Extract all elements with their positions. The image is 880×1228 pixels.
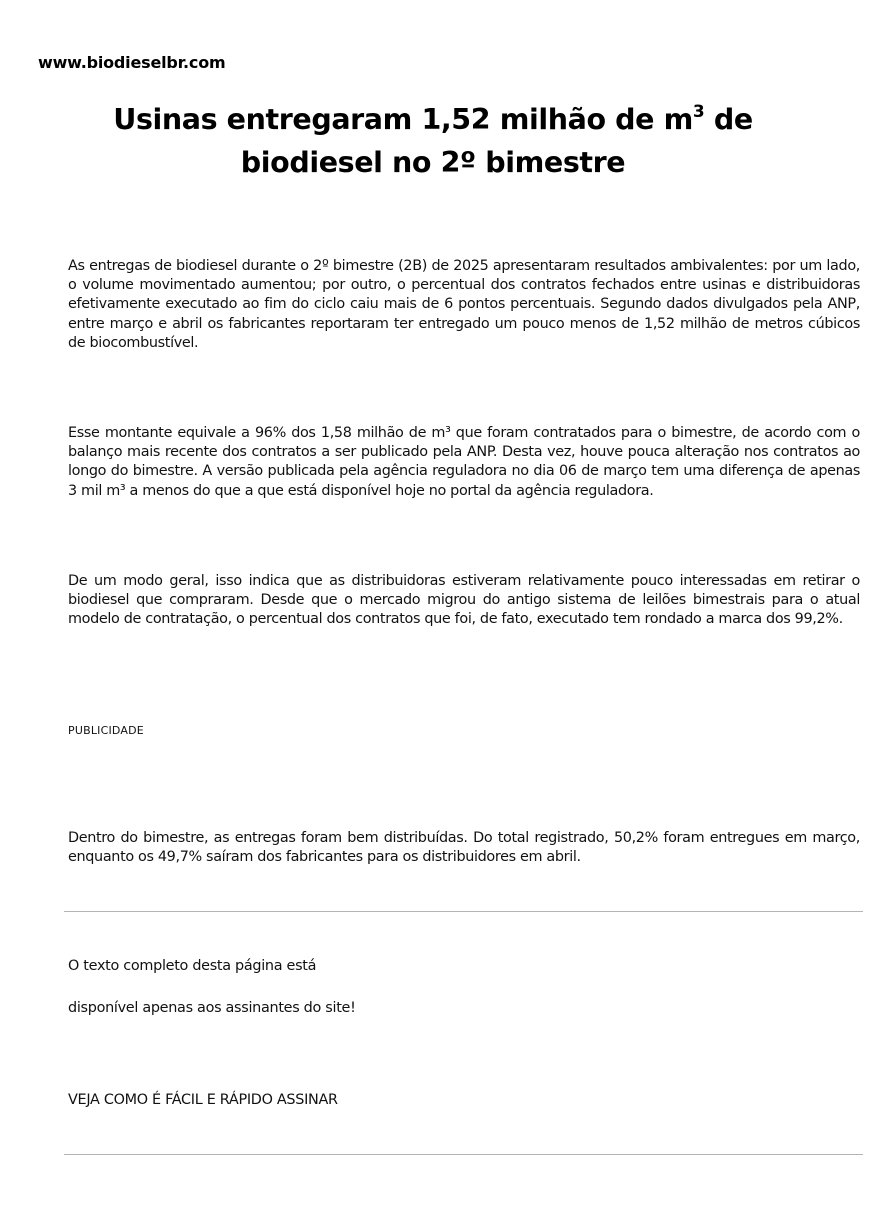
article-title	[40, 98, 826, 184]
paywall-top-divider	[64, 911, 863, 912]
paywall-message-line-2: disponível apenas aos assinantes do site!	[68, 1000, 356, 1016]
article-paragraph-3: De um modo geral, isso indica que as distribuidoras estiveram relativamente pouco interessadas em retirar o biodiesel que compraram. Desde que o mercado migrou do antigo sistema de leilões bimestrais para o atual modelo de contratação, o percentual dos contratos que foi, de fato, executado tem rondado a marca dos 99,2%.	[68, 573, 860, 628]
article-paragraph-1: As entregas de biodiesel durante o 2º bimestre (2B) de 2025 apresentaram resultados ambivalentes: por um lado, o volume movimentado aumentou; por outro, o percentual dos contratos fechados entre usinas e distribuidoras efetivamente executado ao fim do ciclo caiu mais de 6 pontos percentuais. Segundo dados divulgados pela ANP, entre março e abril os fabricantes reportaram ter entregado um pouco menos de 1,52 milhão de metros cúbicos de biocombustível.	[68, 258, 860, 351]
subscribe-link[interactable]: VEJA COMO É FÁCIL E RÁPIDO ASSINAR	[68, 1092, 338, 1108]
article-title-part1: Usinas entregaram 1,52 milhão de m	[113, 103, 693, 136]
advertisement-label: PUBLICIDADE	[68, 724, 144, 737]
article-title-part2: de biodiesel no 2º bimestre	[240, 103, 753, 179]
paywall-message-line-1: O texto completo desta página está	[68, 958, 317, 974]
paywall-bottom-divider	[64, 1154, 863, 1155]
article-title-superscript: 3	[692, 102, 705, 122]
site-url: www.biodieselbr.com	[38, 53, 226, 72]
article-paragraph-4: Dentro do bimestre, as entregas foram bem distribuídas. Do total registrado, 50,2% foram entregues em março, enquanto os 49,7% saíram dos fabricantes para os distribuidores em abril.	[68, 830, 860, 866]
article-paragraph-2: Esse montante equivale a 96% dos 1,58 milhão de m³ que foram contratados para o bimestre, de acordo com o balanço mais recente dos contratos a ser publicado pela ANP. Desta vez, houve pouca alteração nos contratos ao longo do bimestre. A versão publicada pela agência reguladora no dia 06 de março tem uma diferença de apenas 3 mil m³ a menos do que a que está disponível hoje no portal da agência reguladora.	[68, 425, 860, 499]
